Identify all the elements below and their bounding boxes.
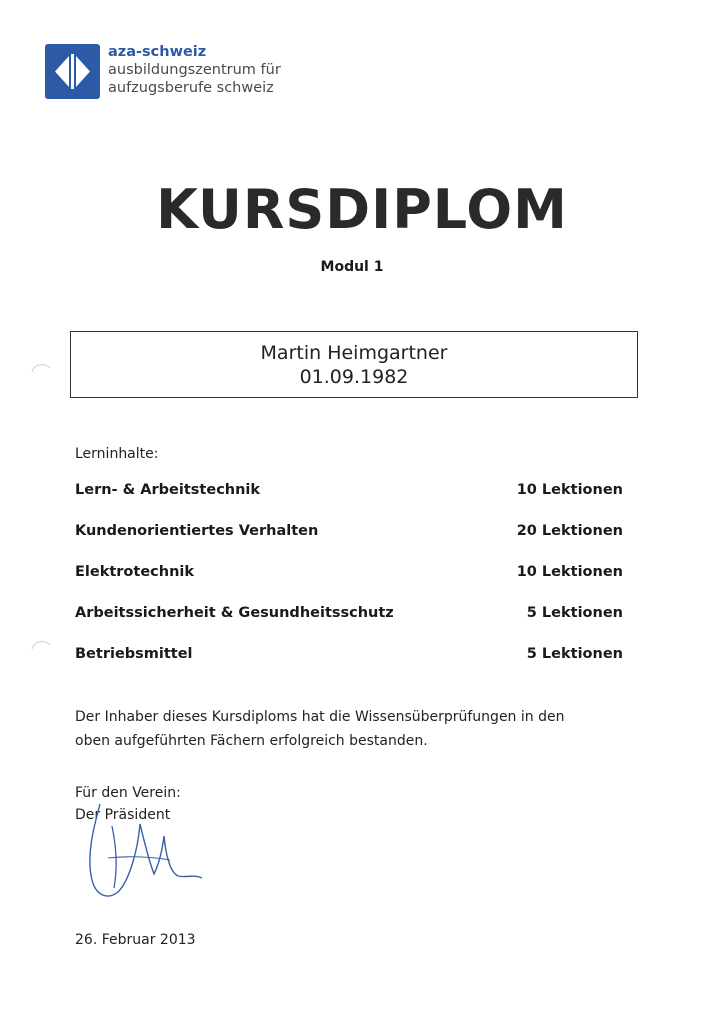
punch-hole-mark bbox=[28, 356, 58, 386]
content-label: Lerninhalte: bbox=[75, 446, 159, 462]
logo-brand: aza-schweiz bbox=[108, 44, 207, 60]
course-row bbox=[75, 605, 623, 646]
diploma-title: KURSDIPLOM bbox=[156, 178, 568, 241]
logo-line-2: ausbildungszentrum für bbox=[108, 62, 281, 78]
course-row bbox=[75, 646, 623, 687]
signoff-line-2: Der Präsident bbox=[75, 807, 171, 823]
issue-date: 26. Februar 2013 bbox=[75, 932, 196, 948]
course-hours: 5 Lektionen bbox=[526, 605, 623, 621]
course-name: Elektrotechnik bbox=[75, 564, 195, 580]
course-name: Kundenorientiertes Verhalten bbox=[75, 523, 319, 539]
module-subtitle: Modul 1 bbox=[320, 259, 384, 275]
course-hours: 10 Lektionen bbox=[516, 564, 623, 580]
course-name: Lern- & Arbeitstechnik bbox=[75, 482, 261, 498]
president-signature bbox=[78, 796, 208, 914]
course-row bbox=[75, 564, 623, 605]
recipient-birthdate: 01.09.1982 bbox=[299, 366, 409, 388]
aza-logo-icon bbox=[45, 44, 100, 99]
course-hours: 5 Lektionen bbox=[526, 646, 623, 662]
course-name: Betriebsmittel bbox=[75, 646, 193, 662]
course-hours: 20 Lektionen bbox=[516, 523, 623, 539]
statement-line-1: Der Inhaber dieses Kursdiploms hat die Wissensüberprüfungen in den bbox=[75, 709, 565, 725]
completion-statement bbox=[75, 705, 635, 753]
course-row bbox=[75, 523, 623, 564]
course-list bbox=[75, 482, 623, 687]
signoff-line-1: Für den Verein: bbox=[75, 785, 181, 801]
course-row bbox=[75, 482, 623, 523]
recipient-box bbox=[70, 331, 638, 398]
course-name: Arbeitssicherheit & Gesundheitsschutz bbox=[75, 605, 394, 621]
logo bbox=[45, 44, 281, 99]
statement-line-2: oben aufgeführten Fächern erfolgreich bestanden. bbox=[75, 733, 428, 749]
logo-text bbox=[108, 43, 281, 97]
recipient-name: Martin Heimgartner bbox=[260, 342, 448, 364]
logo-line-3: aufzugsberufe schweiz bbox=[108, 80, 274, 96]
punch-hole-mark bbox=[28, 633, 58, 663]
course-hours: 10 Lektionen bbox=[516, 482, 623, 498]
